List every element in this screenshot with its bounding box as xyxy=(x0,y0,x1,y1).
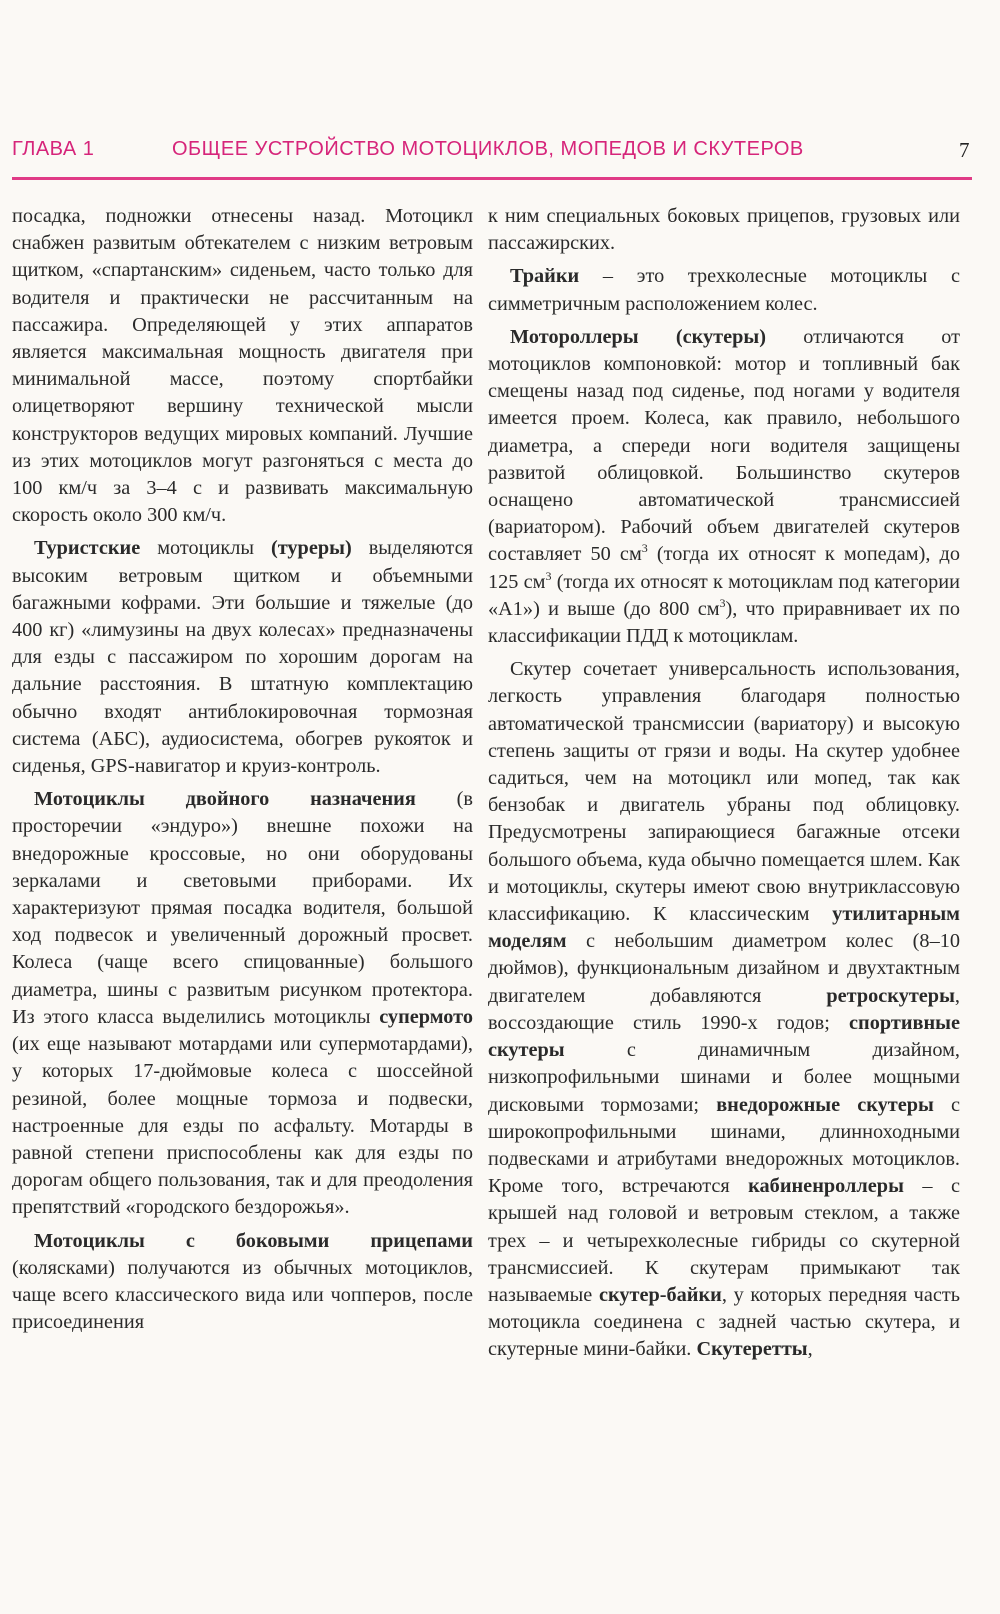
paragraph-tourers xyxy=(12,535,473,780)
text-run: к ним специальных боковых прицепов, грузовых или пассажирских. xyxy=(488,205,960,255)
header-rule xyxy=(12,177,972,180)
text-run: с динамичным дизайном, низкопрофильными шинами и более мощными дисковыми тормозами; xyxy=(488,1039,960,1116)
term: Мотоциклы с боковыми прицепами xyxy=(34,1229,473,1252)
text-run: ), что приравнивает их по классификации ПДД к мотоциклам. xyxy=(488,597,960,648)
term: кабиненроллеры xyxy=(748,1175,904,1198)
chapter-title: ОБЩЕЕ УСТРОЙСТВО МОТОЦИКЛОВ, МОПЕДОВ И СКУТЕРОВ xyxy=(172,138,804,160)
text-run: выделяются высоким ветровым щитком и объемными багажными кофрами. Эти большие и тяжелые (до 400 кг) «лимузины на двух колесах» предназначены для езды с пассажиром по хорошим дорогам на дальние расстояния. В штатную комплектацию обычно входят антиблокировочная тормозная система (АБС), аудиосистема, обогрев рукояток и сиденья, GPS-навигатор и круиз-контроль. xyxy=(12,537,473,778)
term: супермото xyxy=(379,1005,473,1028)
term: (туреры) xyxy=(270,537,352,560)
term: скутер-байки xyxy=(598,1283,722,1306)
text-run: , xyxy=(807,1338,813,1361)
paragraph-dual-purpose xyxy=(12,786,473,1221)
paragraph xyxy=(12,203,473,529)
text-run: (в просторечии «эндуро») внешне похожи на внедорожные кроссовые, но они оборудованы зеркалами и световыми приборами. Их характеризуют прямая посадка водителя, большой ход подвесок и увеличенный дорожный просвет. Колеса (чаще всего спицованные) большого диаметра, шины с развитым рисунком протектора. Из этого класса выделились мотоциклы xyxy=(12,788,473,1028)
term: Скутеретты xyxy=(696,1338,808,1361)
text-run: (их еще называют мотардами или супермотардами), у которых 17-дюймовые колеса с шоссейной резиной, более мощные тормоза и подвески, настроенные для езды по асфальту. Мотарды в равной степени приспособлены как для езды по дорогам общего пользования, так и для преодоления препятствий «городского бездорожья». xyxy=(12,1033,473,1219)
chapter-label: ГЛАВА 1 xyxy=(12,138,95,160)
text-run: отличаются от мотоциклов компоновкой: мотор и топливный бак смещены назад под сиденье, под ногами у водителя имеется проем. Колеса, как правило, небольшого диаметра, а спереди ноги водителя защищены развитой облицовкой. Большинство скутеров оснащено автоматической трансмиссией (вариатором). Рабочий объем двигателей скутеров составляет 50 см xyxy=(488,325,960,566)
text-run: посадка, подножки отнесены назад. Мотоцикл снабжен развитым обтекателем с низким ветровым щитком, «спартанским» сиденьем, часто только для водителя и практически не рассчитанным на пассажира. Определяющей у этих аппаратов является максимальная мощность двигателя при минимальной массе, поэтому спортбайки олицетворяют вершину технической мысли конструкторов ведущих мировых компаний. Лучшие из этих мотоциклов могут разгоняться с места до 100 км/ч за 3–4 с и развивать максимальную скорость около 300 км/ч. xyxy=(12,205,473,527)
running-header xyxy=(12,138,970,172)
text-run: (тогда их относят к мопедам), до 125 см xyxy=(488,543,960,593)
text-run: (тогда их относят к мотоциклам под категории «A1») и выше (до 800 см xyxy=(488,570,960,620)
text-run: – это трехколесные мотоциклы с симметричным расположением колес. xyxy=(488,265,960,315)
term: Мотоциклы двойного назначения xyxy=(34,788,416,811)
superscript: 3 xyxy=(545,568,552,583)
paragraph-scooters xyxy=(488,324,960,650)
paragraph-scooter-classes xyxy=(488,656,960,1363)
left-column xyxy=(12,203,473,1336)
term: спортивные скутеры xyxy=(488,1011,960,1062)
text-run: (колясками) получаются из обычных мотоциклов, чаще всего классического вида или чопперов, после присоединения xyxy=(12,1256,473,1334)
text-run: с небольшим диаметром колес (8–10 дюймов), функциональным дизайном и двухтактным двигателем добавляются xyxy=(488,930,960,1007)
paragraph-trikes xyxy=(488,263,960,317)
term: Трайки xyxy=(510,265,580,288)
superscript: 3 xyxy=(641,541,648,556)
term: внедорожные скутеры xyxy=(716,1093,934,1116)
text-run: Скутер сочетает универсальность использования, легкость управления благодаря полностью автоматической трансмиссии (вариатору) и высокую степень защиты от грязи и воды. На скутер удобнее садиться, чем на мотоцикл или мопед, так как бензобак и двигатель убраны под облицовку. Предусмотрены запирающиеся багажные отсеки большого объема, куда обычно помещается шлем. Как и мотоциклы, скутеры имеют свою внутриклассовую классификацию. К классическим xyxy=(488,658,960,926)
text-run: мотоциклы xyxy=(140,537,271,560)
text-run: с широкопрофильными шинами, длинноходными подвесками и атрибутами внедорожных мотоциклов. Кроме того, встречаются xyxy=(488,1093,960,1198)
page-number: 7 xyxy=(959,138,970,162)
superscript: 3 xyxy=(719,596,726,611)
term: утилитарным моделям xyxy=(488,903,960,953)
text-run: , у которых передняя часть мотоцикла соединена с задней частью скутера, и скутерные мини-байки. xyxy=(488,1283,960,1361)
text-run: – с крышей над головой и ветровым стеклом, а также трех – и четырехколесные гибриды со скутерной трансмиссией. К скутерам примыкают так называемые xyxy=(488,1175,960,1306)
term: ретроскутеры xyxy=(826,984,955,1007)
term: Мотороллеры (скутеры) xyxy=(510,325,766,348)
term: Туристские xyxy=(34,537,141,560)
paragraph-sidecars xyxy=(12,1228,473,1337)
right-column xyxy=(488,203,960,1364)
text-run: , воссоздающие стиль 1990-х годов; xyxy=(488,984,960,1034)
paragraph xyxy=(488,203,960,257)
